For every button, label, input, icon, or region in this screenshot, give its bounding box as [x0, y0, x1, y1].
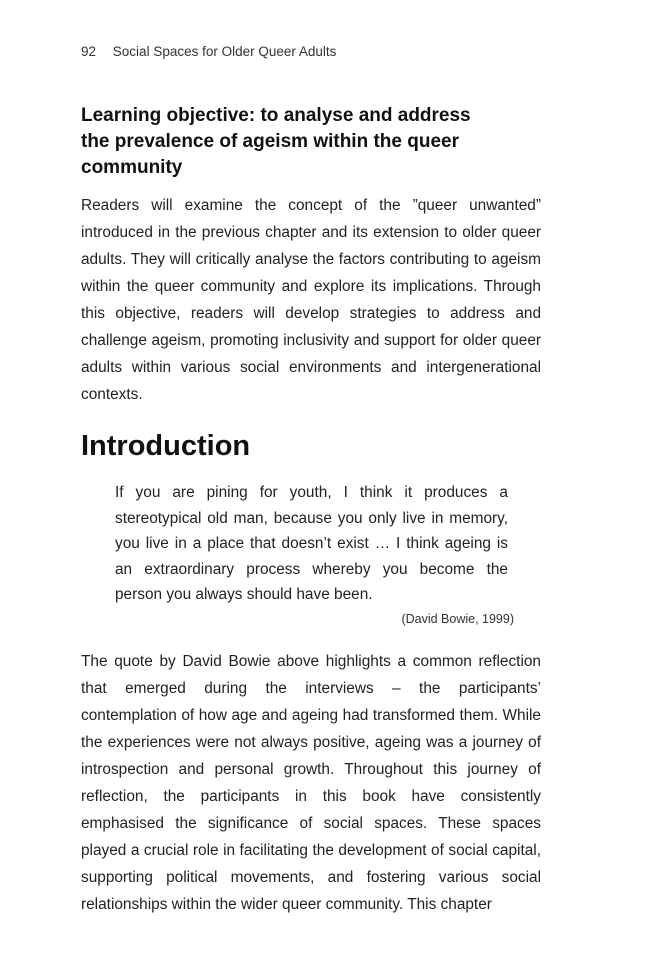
quote-attribution: (David Bowie, 1999): [401, 611, 514, 626]
learning-objective-paragraph: Readers will examine the concept of the ”queer unwanted” introduced in the previous chapter and its extension to older queer adults. They will critically analyse the factors contributing to ageism within the queer community and explore its implications. Through this objective, readers will develop strategies to address and challenge ageism, promoting inclusivity and support for older queer adults within various social environments and intergenerational contexts.: [81, 197, 541, 403]
running-title: Social Spaces for Older Queer Adults: [112, 44, 337, 59]
running-header: [81, 44, 336, 59]
learning-objective-heading: Learning objective: to analyse and address the prevalence of ageism within the queer community: [81, 105, 471, 178]
section-heading-introduction: Introduction: [81, 430, 251, 462]
page-number: 92: [81, 44, 97, 59]
introduction-paragraph: The quote by David Bowie above highlights a common reflection that emerged during the interviews – the participants’ contemplation of how age and ageing had transformed them. While the experiences were not always positive, ageing was a journey of introspection and personal growth. Throughout this journey of reflection, the participants in this book have consistently emphasised the significance of social spaces. These spaces played a crucial role in facilitating the development of social capital, supporting political movements, and fostering various social relationships within the wider queer community. This chapter: [81, 653, 541, 913]
quote-text: If you are pining for youth, I think it produces a stereotypical old man, because you only live in memory, you live in a place that doesn’t exist … I think ageing is an extraordinary process whereby you become the person you always should have been.: [115, 484, 508, 603]
epigraph-quote: [115, 480, 514, 627]
